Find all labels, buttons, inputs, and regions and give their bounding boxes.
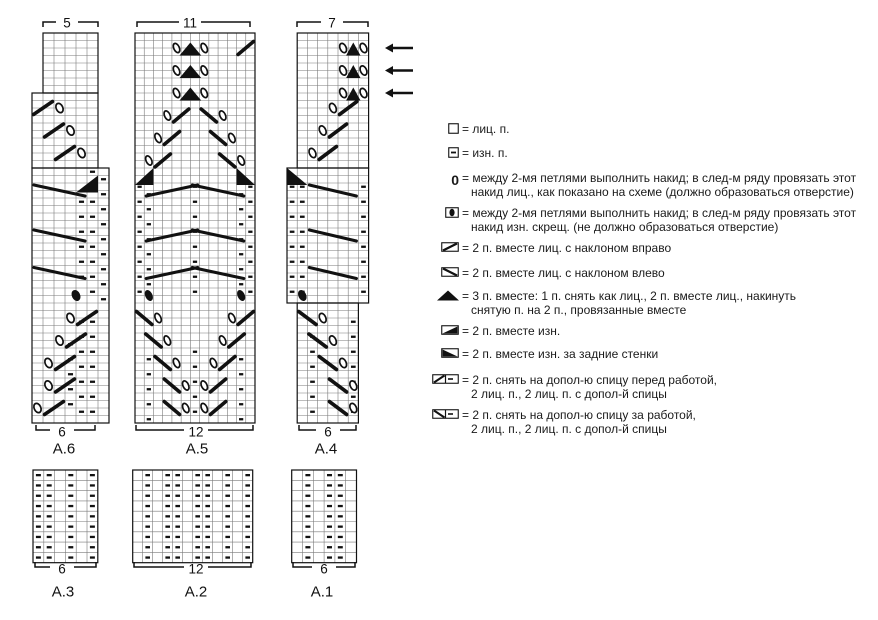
legend-text bbox=[462, 171, 856, 199]
legend-text bbox=[462, 146, 508, 160]
legend-text bbox=[462, 206, 856, 234]
legend-text bbox=[462, 347, 658, 361]
legend-text-line: 2 лиц. п., 2 лиц. п. с допол-й спицы bbox=[471, 422, 667, 436]
legend-text bbox=[462, 289, 796, 317]
chart-name-label: A.6 bbox=[52, 440, 76, 458]
legend-item-1 bbox=[432, 122, 509, 141]
stitch-count-label: 5 bbox=[63, 15, 71, 31]
chart-name-label: A.2 bbox=[184, 583, 208, 601]
twisted-yarnover-icon bbox=[432, 206, 459, 225]
legend-item-10 bbox=[432, 373, 717, 401]
stitch-count-label: 6 bbox=[58, 561, 66, 577]
k2tog-left-icon bbox=[432, 266, 459, 285]
legend-text-line: накид изн. скрещ. (не должно образоваться отверстие) bbox=[471, 220, 779, 234]
legend-text-line: = 2 п. вместе изн. за задние стенки bbox=[462, 347, 659, 361]
legend-text-line: = изн. п. bbox=[462, 146, 508, 160]
legend-text-line: = 2 п. вместе лиц. с наклоном вправо bbox=[462, 241, 672, 255]
legend-text-line: накид лиц., как показано на схеме (должно образоваться отверстие) bbox=[471, 185, 854, 199]
legend-text-line: = 2 п. снять на допол-ю спицу перед работой, bbox=[462, 373, 717, 387]
legend-text-line: = между 2-мя петлями выполнить накид; в след-м ряду провязать этот bbox=[462, 171, 857, 185]
legend-item-11 bbox=[432, 408, 696, 436]
legend-text-line: = лиц. п. bbox=[462, 122, 510, 136]
legend-text-line: 2 лиц. п., 2 лиц. п. с допол-й спицы bbox=[471, 387, 667, 401]
legend-text bbox=[462, 408, 696, 436]
legend-item-7 bbox=[432, 289, 796, 317]
chart-name-label: A.3 bbox=[51, 583, 75, 601]
cable-back-icon bbox=[432, 408, 459, 427]
chart-name-label: A.4 bbox=[314, 440, 338, 458]
legend-item-9 bbox=[432, 347, 658, 366]
stitch-count-label: 6 bbox=[320, 561, 328, 577]
cable-front-icon bbox=[432, 373, 459, 392]
legend-item-4 bbox=[432, 206, 856, 234]
legend-item-6 bbox=[432, 266, 665, 285]
legend-item-8 bbox=[432, 324, 560, 343]
legend-item-5 bbox=[432, 241, 671, 260]
legend-text-line: снятую п. на 2 п., провязанные вместе bbox=[471, 303, 687, 317]
legend-text bbox=[462, 324, 560, 338]
p2tog-tbl-icon bbox=[432, 347, 459, 366]
chart-name-label: A.1 bbox=[310, 583, 334, 601]
yarnover-icon: 0 bbox=[451, 172, 459, 188]
stitch-count-label: 6 bbox=[58, 424, 66, 440]
legend-text-line: = между 2-мя петлями выполнить накид; в след-м ряду провязать этот bbox=[462, 206, 857, 220]
legend-text-line: = 2 п. вместе лиц. с наклоном влево bbox=[462, 266, 665, 280]
p2tog-icon bbox=[432, 324, 459, 343]
legend-text-line: = 2 п. вместе изн. bbox=[462, 324, 561, 338]
purl-stitch-icon bbox=[432, 146, 459, 165]
stitch-count-label: 7 bbox=[328, 15, 336, 31]
legend-text bbox=[462, 241, 671, 255]
stitch-count-label: 6 bbox=[324, 424, 332, 440]
legend-item-3 bbox=[432, 171, 856, 199]
stitch-count-label: 12 bbox=[188, 424, 204, 440]
chart-name-label: A.5 bbox=[185, 440, 209, 458]
stitch-count-label: 11 bbox=[182, 15, 198, 31]
stitch-count-label: 12 bbox=[188, 561, 204, 577]
legend-text-line: = 3 п. вместе: 1 п. снять как лиц., 2 п. вместе лиц., накинуть bbox=[462, 289, 797, 303]
legend-item-2 bbox=[432, 146, 508, 165]
k2tog-right-icon bbox=[432, 241, 459, 260]
legend-text bbox=[462, 122, 509, 136]
legend-text bbox=[462, 373, 717, 401]
legend-text bbox=[462, 266, 665, 280]
knit-stitch-icon bbox=[432, 122, 459, 141]
sk2p-icon bbox=[432, 289, 459, 308]
legend-text-line: = 2 п. снять на допол-ю спицу за работой, bbox=[462, 408, 696, 422]
